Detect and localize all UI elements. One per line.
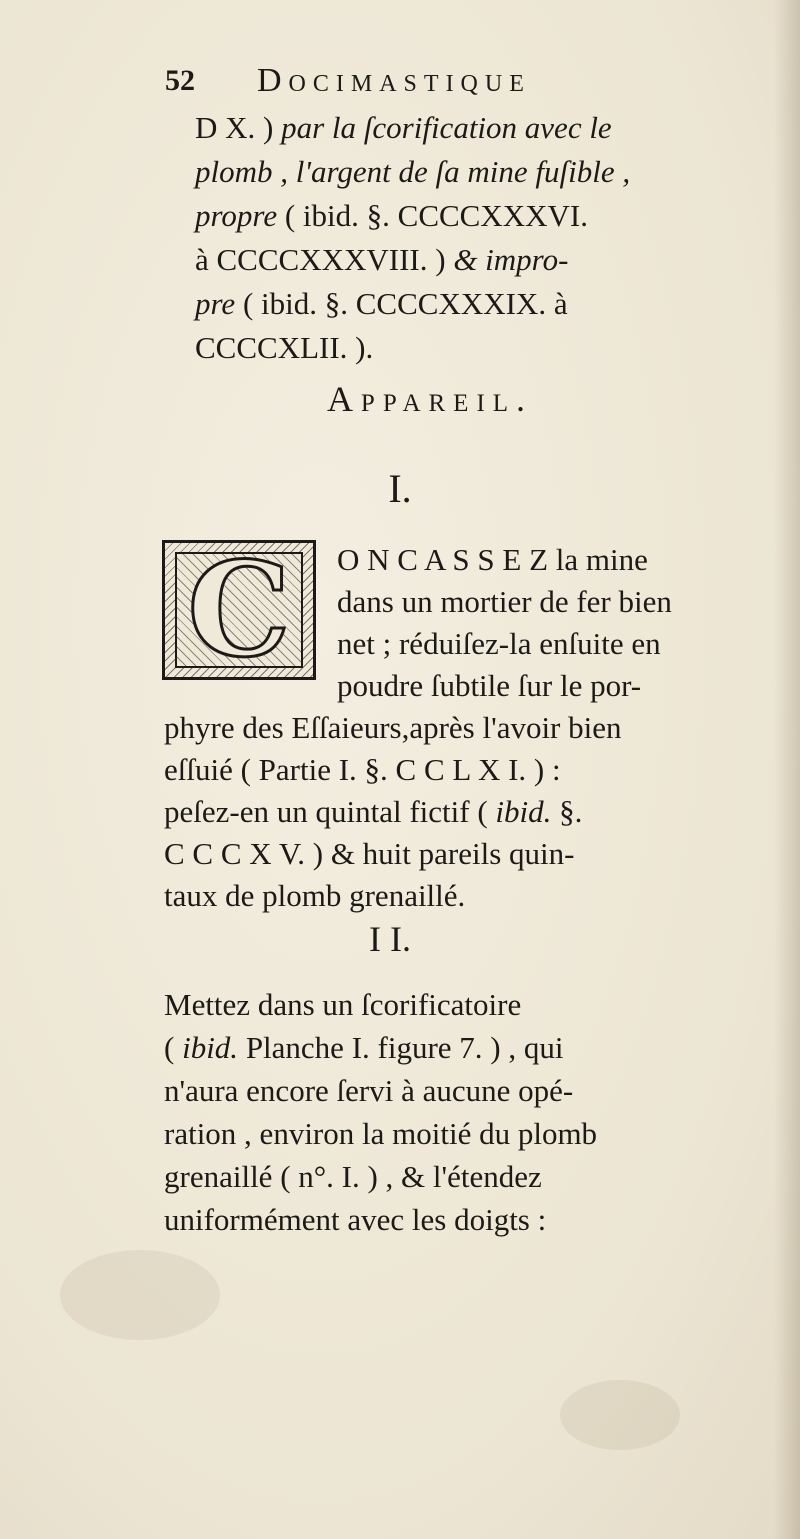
text-line <box>164 1071 573 1111</box>
text-segment: O N C A S S E Z la mine <box>337 542 648 577</box>
text-segment: grenaillé ( n°. I. ) , & l'étendez <box>164 1159 542 1194</box>
text-segment: phyre des Eſſaieurs,après l'avoir bien <box>164 710 622 745</box>
page-number: 52 <box>165 64 195 97</box>
text-line <box>164 1114 597 1154</box>
running-title: Docimastique <box>257 62 531 99</box>
page-edge-shadow <box>774 0 800 1539</box>
text-segment: à CCCCXXXVIII. ) <box>195 242 454 277</box>
text-segment: ( <box>164 1030 183 1065</box>
text-line <box>337 582 672 622</box>
section-numeral-one: I. <box>388 466 412 511</box>
text-line <box>195 240 568 280</box>
text-segment: dans un mortier de fer bien <box>337 584 672 619</box>
drop-cap-letter: C <box>187 533 291 686</box>
text-line <box>164 834 574 874</box>
section-heading-appareil: Appareil. <box>326 379 534 419</box>
text-line <box>195 196 588 236</box>
text-line <box>164 985 521 1025</box>
text-line <box>164 1200 546 1240</box>
text-line <box>164 1028 563 1068</box>
italic-text: ibid. <box>495 794 552 829</box>
text-segment: §. <box>551 794 583 829</box>
text-segment: ration , environ la moitié du plomb <box>164 1116 598 1151</box>
text-segment: n'aura encore ſervi à aucune opé- <box>164 1073 574 1108</box>
italic-text: & impro- <box>453 242 569 277</box>
text-line <box>195 328 373 368</box>
text-line <box>164 750 561 790</box>
italic-text: plomb , l'argent de ſa mine fuſible , <box>195 154 631 189</box>
text-segment: CCCCXLII. ). <box>195 330 374 365</box>
italic-text: pre <box>195 286 236 321</box>
text-line <box>164 876 465 916</box>
text-segment: ( ibid. §. CCCCXXXVI. <box>277 198 588 233</box>
section-numeral-two: I I. <box>369 919 411 959</box>
text-line <box>337 540 648 580</box>
italic-text: ibid. <box>182 1030 239 1065</box>
text-segment: Planche I. figure 7. ) , qui <box>238 1030 564 1065</box>
text-line <box>195 284 568 324</box>
paper-stain <box>60 1250 220 1340</box>
paper-stain <box>560 1380 680 1450</box>
text-segment: net ; réduiſez-la enſuite en <box>337 626 661 661</box>
text-line <box>195 108 612 148</box>
decorated-initial <box>162 533 316 686</box>
text-segment: D X. ) <box>195 110 282 145</box>
text-segment: poudre ſubtile ſur le por- <box>337 668 642 703</box>
text-segment: uniformément avec les doigts : <box>164 1202 547 1237</box>
text-segment: ( ibid. §. CCCCXXXIX. à <box>235 286 568 321</box>
text-segment: C C C X V. ) & huit pareils quin- <box>164 836 575 871</box>
decorated-initial-frame <box>175 533 303 686</box>
italic-text: par la ſcorification avec le <box>281 110 612 145</box>
text-line <box>164 708 622 748</box>
text-segment: eſſuié ( Partie I. §. C C L X I. ) : <box>164 752 561 787</box>
text-line <box>195 152 630 192</box>
text-segment: peſez-en un quintal fictif ( <box>164 794 496 829</box>
text-segment: Mettez dans un ſcorificatoire <box>164 987 522 1022</box>
text-line <box>337 666 641 706</box>
italic-text: propre <box>195 198 278 233</box>
text-line <box>164 1157 542 1197</box>
page-header <box>165 58 685 104</box>
text-segment: taux de plomb grenaillé. <box>164 878 466 913</box>
text-line <box>337 624 661 664</box>
text-line <box>164 792 582 832</box>
